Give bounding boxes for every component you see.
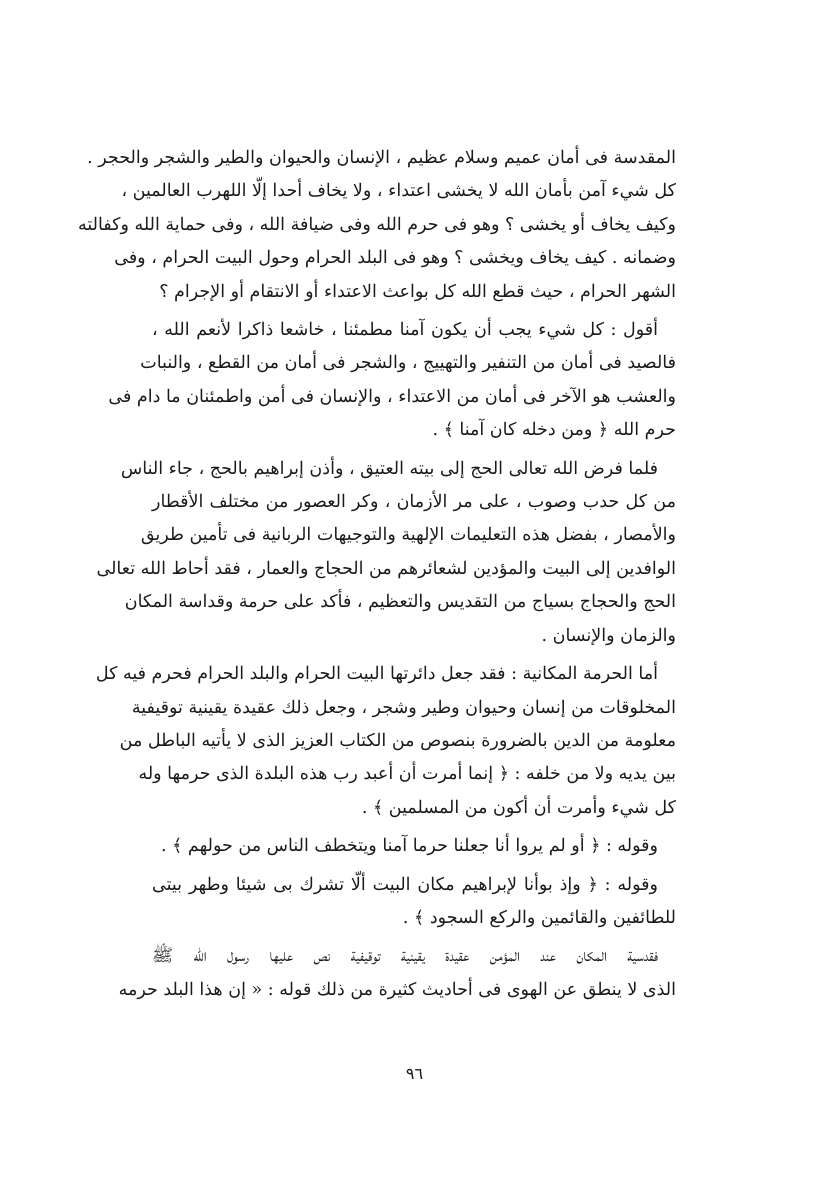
paragraph-1 <box>77 142 676 309</box>
text-line: وقوله : ﴿ وإذ بوأنا لإبراهيم مكان البيت ألّا تشرك بى شيئا وطهر بيتى <box>152 874 658 895</box>
text-line: والعشب هو الآخر فى أمان من الاعتداء ، والإنسان فى أمن واطمئنان ما دام فى <box>108 386 676 407</box>
paragraph-4 <box>95 658 676 825</box>
text-line: فقدسية المكان عند المؤمن عقيدة يقينية توقيفية نص عليها رسول الله ﷺ <box>152 946 658 967</box>
text-line: كل شيء آمن بأمان الله لا يخشى اعتداء ، ولا يخاف أحدا إلّا اللهرب العالمين ، <box>121 181 676 202</box>
page-number: ٩٦ <box>405 1064 424 1083</box>
text-line: وضمانه . كيف يخاف ويخشى ؟ وهو فى البلد الحرام وحول البيت الحرام ، وفى <box>114 248 676 269</box>
text-line: المقدسة فى أمان عميم وسلام عظيم ، الإنسان والحيوان والطير والشجر والحجر . <box>87 148 676 168</box>
text-line: والأمصار ، بفضل هذه التعليمات الإلهية والتوجيهات الربانية فى تأمين طريق <box>140 525 676 546</box>
text-line: الشهر الحرام ، حيث قطع الله كل بواعث الاعتداء أو الانتقام أو الإجرام ؟ <box>159 281 676 302</box>
paragraph-7 <box>118 940 676 1007</box>
text-line: وكيف يخاف أو يخشى ؟ وهو فى حرم الله وفى ضيافة الله ، وفى حماية الله وكفالته <box>77 214 676 235</box>
text-line: معلومة من الدين بالضرورة بنصوص من الكتاب العزيز الذى لا يأتيه الباطل من <box>119 730 676 751</box>
text-line: أما الحرمة المكانية : فقد جعل دائرتها البيت الحرام والبلد الحرام فحرم فيه كل <box>95 664 658 685</box>
text-line: المخلوقات من إنسان وحيوان وطير وشجر ، وجعل ذلك عقيدة يقينية توقيفية <box>131 697 676 718</box>
text-line: للطائفين والقائمين والركع السجود ﴾ . <box>402 907 676 928</box>
text-line: الوافدين إلى البيت والمؤدين لشعائرهم من الحجاج والعمار ، فقد أحاط الله تعالى <box>96 558 676 579</box>
text-line: والزمان والإنسان . <box>541 625 676 646</box>
text-line: بين يديه ولا من خلفه : ﴿ إنما أمرت أن أعبد رب هذه البلدة الذى حرمها وله <box>138 764 676 785</box>
text-line: الحج والحجاج بسياج من التقديس والتعظيم ، فأكد على حرمة وقداسة المكان <box>124 592 676 613</box>
paragraph-5 <box>152 830 676 863</box>
text-line: فالصيد فى أمان من التنفير والتهييج ، والشجر فى أمان من القطع ، والنبات <box>140 353 676 374</box>
page-body <box>77 142 676 1012</box>
paragraph-6 <box>152 869 676 936</box>
text-line: من كل حدب وصوب ، على مر الأزمان ، وكر العصور من مختلف الأقطار <box>152 492 676 513</box>
text-line: الذى لا ينطق عن الهوى فى أحاديث كثيرة من ذلك قوله : « إن هذا البلد حرمه <box>118 979 676 1000</box>
text-line: أقول : كل شيء يجب أن يكون آمنا مطمئنا ، خاشعا ذاكرا لأنعم الله ، <box>152 320 658 341</box>
text-line: وقوله : ﴿ أو لم يروا أنا جعلنا حرما آمنا ويتخطف الناس من حولهم ﴾ . <box>160 836 658 857</box>
paragraph-3 <box>96 453 676 653</box>
text-line: كل شيء وأمرت أن أكون من المسلمين ﴾ . <box>361 797 676 818</box>
text-line: حرم الله ﴿ ومن دخله كان آمنا ﴾ . <box>432 420 676 441</box>
text-line: فلما فرض الله تعالى الحج إلى بيته العتيق ، وأذن إبراهيم بالحج ، جاء الناس <box>120 458 658 479</box>
paragraph-2 <box>108 314 676 448</box>
